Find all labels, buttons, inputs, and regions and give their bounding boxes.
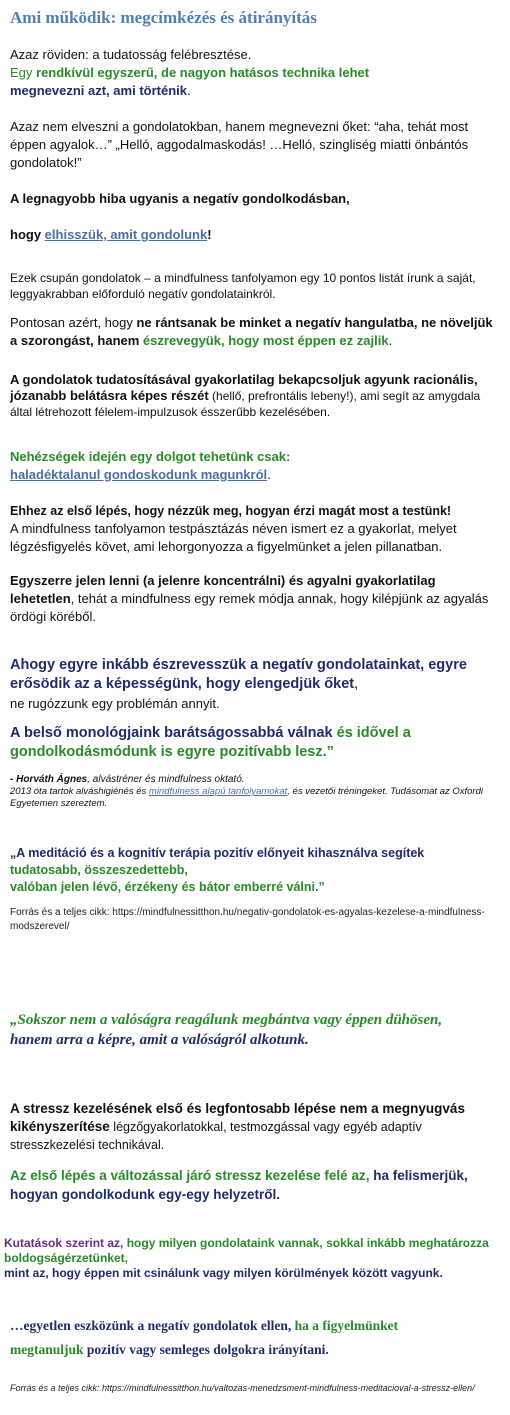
intro-period: .	[187, 83, 191, 98]
only-tool-a: …egyetlen eszközünk a negatív gondolatok ellen,	[10, 1318, 295, 1333]
intro-line-3	[10, 82, 498, 100]
intro-emphasis: rendkívül egyszerű, de nagyon hatásos technika lehet	[36, 65, 370, 80]
rational-bold: A gondolatok tudatosításával gyakorlatilag bekapcsoljuk agyunk racionális, józanabb belátásra képes részét	[10, 372, 478, 403]
stress-paragraph	[10, 1100, 498, 1154]
difficulty-line: Nehézségek idején egy dolgot tehetünk csak:	[10, 449, 291, 464]
purpose-text: Pontosan azért, hogy	[10, 315, 137, 330]
purpose-green: észrevegyük, hogy most éppen ez zajlik	[142, 333, 389, 348]
quote-meditation	[10, 845, 496, 896]
purpose-period: .	[388, 333, 393, 348]
first-step-navy: ha felismerjük, hogyan gondolkodunk egy-egy helyzetről.	[10, 1168, 468, 1202]
letting-go-main	[10, 656, 496, 694]
difficulty-paragraph	[10, 448, 498, 484]
mistake-line-1: A legnagyobb hiba ugyanis a negatív gondolkodásban,	[10, 191, 350, 206]
research-paragraph	[4, 1236, 500, 1281]
presence-bold: Egyszerre jelen lenni (a jelenre koncentrálni) és agyalni gyakorlatilag lehetetlen	[10, 573, 436, 606]
only-tool-paragraph	[10, 1314, 498, 1362]
research-b: hogy milyen gondolataink vannak, sokkal inkább meghatározza boldogságérzetünket,	[4, 1236, 489, 1265]
source-link-1[interactable]: Forrás és a teljes cikk: https://mindfulnessitthon.hu/negativ-gondolatok-es-agyalas-kezelese-a-mindfulness-modszerevel/	[10, 907, 485, 932]
mistake-exclaim: !	[207, 227, 212, 242]
body-scan-text: A mindfulness tanfolyamon testpásztázás néven ismert ez a gyakorlat, melyet légzésfigyelés követ, ami lehorgonyozza a figyelmünket a jelen pillanatban.	[10, 521, 457, 554]
only-tool-c: megtanuljuk	[10, 1342, 87, 1357]
body-scan-bold: Ehhez az első lépés, hogy nézzük meg, hogyan érzi magát most a testünk!	[10, 504, 452, 518]
letting-go-text: ne rugózzunk egy problémán annyit.	[10, 696, 220, 711]
self-care-link[interactable]: haladéktalanul gondoskodunk magunkról	[10, 467, 268, 482]
rational-text: (hellő, prefrontális lebeny!), ami segít az amygdala által létrehozott félelem-impulzusok ésszerűbb kezelésében.	[10, 389, 481, 419]
first-step-paragraph	[10, 1166, 498, 1204]
mindfulness-courses-link[interactable]: mindfulness alapú tanfolyamokat	[148, 786, 288, 797]
first-step-green: Az első lépés a változással járó stressz kezelése felé az,	[10, 1168, 374, 1183]
list-paragraph: Ezek csupán gondolatok – a mindfulness tanfolyamon egy 10 pontos listát írunk a saját, leggyakrabban előforduló negatív gondolatainkról.	[10, 271, 476, 301]
author-block	[10, 773, 496, 810]
stress-bold: A stressz kezelésének első és legfontosabb lépése nem a megnyugvás kikényszerítése	[10, 1101, 465, 1134]
intro-line-1: Azaz röviden: a tudatosság felébresztése.	[10, 47, 252, 62]
author-role: , alvástréner és mindfulness oktató.	[87, 774, 245, 785]
only-tool-b: ha a figyelmünket	[294, 1318, 399, 1333]
stress-text: légzőgyakorlatokkal, testmozgással vagy egyéb adaptív stresszkezelési technikával.	[10, 1120, 422, 1152]
rational-paragraph	[10, 372, 498, 420]
monologue-green: és idővel a gondolkodásmódunk is egyre pozitívabb lesz.”	[10, 725, 411, 760]
intro-line-2	[10, 64, 498, 82]
biggest-mistake-paragraph	[10, 190, 498, 244]
difficulty-period: .	[267, 467, 271, 482]
only-tool-d: pozitív vagy semleges dolgokra irányítani.	[86, 1342, 329, 1357]
author-bio-text-2: , és vezetői tréningeket. Tudásomat az Oxfordi Egyetemen szereztem.	[10, 786, 483, 809]
author-bio-text: 2013 óta tartok alváshigiénés és	[10, 786, 149, 797]
page-title: Ami működik: megcímkézés és átirányítás	[10, 8, 317, 27]
purpose-bold: ne rántsanak be minket a negatív hangulatba, ne növeljük a szorongást, hanem	[10, 315, 493, 348]
body-scan-paragraph	[10, 502, 496, 556]
intro-text: Egy	[10, 65, 37, 80]
mistake-line-2	[10, 226, 498, 244]
monologue-navy: A belső monológjaink barátságossabbá válnak	[10, 725, 337, 741]
source-link-2[interactable]: Forrás és a teljes cikk: https://mindfulnessitthon.hu/valtozas-menedzsment-mindfulness-meditacioval-a-stressz-ellen/	[10, 1383, 475, 1393]
research-c: mint az, hogy éppen mit csinálunk vagy milyen körülmények között vagyunk.	[4, 1266, 443, 1280]
difficulty-link-line	[10, 466, 498, 484]
research-a: Kutatások szerint az,	[4, 1236, 127, 1250]
quote-reality-a: „Sokszor nem a valóságra reagálunk megbántva vagy éppen dühösen,	[10, 1012, 443, 1028]
letting-go-comma: ,	[354, 676, 359, 692]
letting-go-paragraph	[10, 656, 496, 713]
mistake-text: hogy	[10, 227, 45, 242]
author-line	[10, 773, 496, 786]
naming-paragraph: Azaz nem elveszni a gondolatokban, hanem megnevezni őket: “aha, tehát most éppen agyalok…” „Helló, aggodalmaskodás! …Helló, szingliség miatti önbántós gondolatok!”	[10, 119, 469, 170]
intro-emphasis-2: megnevezni azt, ami történik	[10, 83, 187, 98]
quote-meditation-c: valóban jelen lévő, érzékeny és bátor emberré válni.”	[10, 880, 325, 894]
believe-thoughts-link[interactable]: elhisszük, amit gondolunk	[44, 227, 208, 242]
author-bio	[10, 786, 496, 810]
intro-paragraph	[10, 46, 498, 100]
letting-go-bold: Ahogy egyre inkább észrevesszük a negatív gondolatainkat, egyre erősödik az a képességünk, hogy elengedjük őket	[10, 657, 467, 692]
quote-meditation-a: „A meditáció és a kognitív terápia pozitív előnyeit kihasználva segítek	[10, 846, 425, 860]
presence-paragraph	[10, 572, 496, 626]
purpose-paragraph	[10, 314, 498, 350]
author-name: - Horváth Ágnes	[10, 774, 88, 785]
monologue-paragraph	[10, 724, 496, 762]
quote-reality	[10, 1010, 498, 1050]
presence-text: , tehát a mindfulness egy remek módja annak, hogy kilépjünk az agyalás ördögi köréből.	[10, 591, 489, 624]
quote-reality-b: hanem arra a képre, amit a valóságról alkotunk.	[10, 1032, 309, 1048]
quote-meditation-b: tudatosabb, összeszedettebb,	[10, 863, 188, 877]
